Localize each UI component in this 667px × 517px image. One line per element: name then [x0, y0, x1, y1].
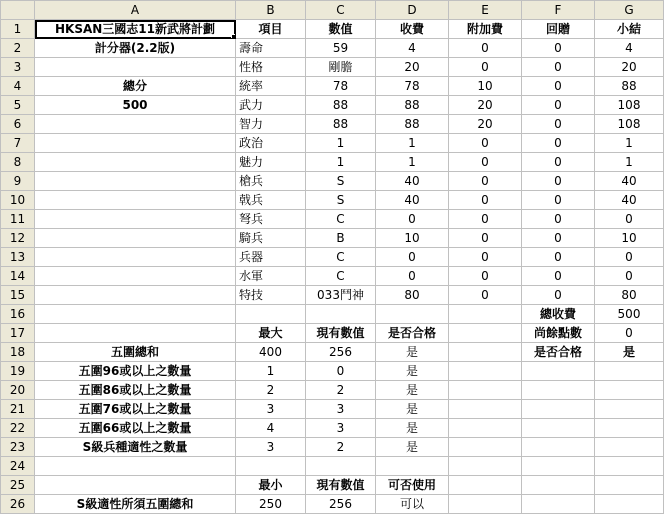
column-header-d[interactable]: D [376, 1, 449, 20]
cell-d25[interactable]: 可否使用 [376, 476, 449, 495]
sheet-row [1, 419, 664, 438]
cell-c13[interactable]: C [306, 248, 376, 267]
row-header[interactable]: 21 [1, 400, 35, 419]
cell-a12[interactable] [35, 229, 236, 248]
cell-f15[interactable]: 0 [522, 286, 595, 305]
cell-a6[interactable] [35, 115, 236, 134]
cell-f5[interactable]: 0 [522, 96, 595, 115]
cell-e11[interactable]: 0 [449, 210, 522, 229]
sheet-row [1, 286, 664, 305]
cell-e24[interactable] [449, 457, 522, 476]
cell-b4[interactable]: 統率 [236, 77, 306, 96]
cell-e25[interactable] [449, 476, 522, 495]
cell-c6[interactable]: 88 [306, 115, 376, 134]
cell-c17[interactable]: 現有數值 [306, 324, 376, 343]
cell-a23[interactable]: S級兵種適性之數量 [35, 438, 236, 457]
sheet-row [1, 495, 664, 514]
cell-d4[interactable]: 78 [376, 77, 449, 96]
cell-g22[interactable] [595, 419, 664, 438]
cell-d14[interactable]: 0 [376, 267, 449, 286]
cell-f11[interactable]: 0 [522, 210, 595, 229]
cell-e19[interactable] [449, 362, 522, 381]
cell-b1[interactable]: 項目 [236, 20, 306, 39]
sheet-row [1, 191, 664, 210]
sheet-row [1, 210, 664, 229]
cell-f21[interactable] [522, 400, 595, 419]
row-header[interactable]: 12 [1, 229, 35, 248]
cell-c5[interactable]: 88 [306, 96, 376, 115]
sheet-row [1, 153, 664, 172]
row-header[interactable]: 8 [1, 153, 35, 172]
row-header[interactable]: 18 [1, 343, 35, 362]
column-header-b[interactable]: B [236, 1, 306, 20]
cell-a5[interactable]: 500 [35, 96, 236, 115]
sheet-row [1, 381, 664, 400]
row-header[interactable]: 5 [1, 96, 35, 115]
cell-d16[interactable] [376, 305, 449, 324]
cell-a20[interactable]: 五圍86或以上之數量 [35, 381, 236, 400]
cell-g18[interactable]: 是 [595, 343, 664, 362]
row-header[interactable]: 17 [1, 324, 35, 343]
row-header[interactable]: 1 [1, 20, 35, 39]
cell-b19[interactable]: 1 [236, 362, 306, 381]
cell-d2[interactable]: 4 [376, 39, 449, 58]
cell-c25[interactable]: 現有數值 [306, 476, 376, 495]
cell-g6[interactable]: 108 [595, 115, 664, 134]
row-header[interactable]: 20 [1, 381, 35, 400]
cell-d1[interactable]: 收費 [376, 20, 449, 39]
sheet-row [1, 324, 664, 343]
cell-g8[interactable]: 1 [595, 153, 664, 172]
cell-g23[interactable] [595, 438, 664, 457]
cell-e16[interactable] [449, 305, 522, 324]
cell-a15[interactable] [35, 286, 236, 305]
cell-f25[interactable] [522, 476, 595, 495]
cell-e22[interactable] [449, 419, 522, 438]
row-header[interactable]: 26 [1, 495, 35, 514]
cell-a18[interactable]: 五圍總和 [35, 343, 236, 362]
sheet-row [1, 115, 664, 134]
cell-a17[interactable] [35, 324, 236, 343]
cell-a22[interactable]: 五圍66或以上之數量 [35, 419, 236, 438]
cell-c21[interactable]: 3 [306, 400, 376, 419]
sheet-row [1, 476, 664, 495]
cell-f6[interactable]: 0 [522, 115, 595, 134]
cell-g15[interactable]: 80 [595, 286, 664, 305]
cell-c24[interactable] [306, 457, 376, 476]
cell-a13[interactable] [35, 248, 236, 267]
row-header[interactable]: 25 [1, 476, 35, 495]
sheet-row [1, 134, 664, 153]
cell-c20[interactable]: 2 [306, 381, 376, 400]
cell-g1[interactable]: 小結 [595, 20, 664, 39]
cell-d12[interactable]: 10 [376, 229, 449, 248]
cell-b26[interactable]: 250 [236, 495, 306, 514]
cell-b5[interactable]: 武力 [236, 96, 306, 115]
cell-f4[interactable]: 0 [522, 77, 595, 96]
sheet-row [1, 305, 664, 324]
row-header[interactable]: 14 [1, 267, 35, 286]
cell-a8[interactable] [35, 153, 236, 172]
cell-a14[interactable] [35, 267, 236, 286]
cell-e12[interactable]: 0 [449, 229, 522, 248]
cell-g10[interactable]: 40 [595, 191, 664, 210]
sheet-row [1, 96, 664, 115]
cell-b2[interactable]: 壽命 [236, 39, 306, 58]
cell-e1[interactable]: 附加費 [449, 20, 522, 39]
cell-c14[interactable]: C [306, 267, 376, 286]
cell-c10[interactable]: S [306, 191, 376, 210]
sheet-row [1, 400, 664, 419]
cell-g20[interactable] [595, 381, 664, 400]
cell-b25[interactable]: 最小 [236, 476, 306, 495]
cell-d15[interactable]: 80 [376, 286, 449, 305]
cell-g5[interactable]: 108 [595, 96, 664, 115]
cell-c9[interactable]: S [306, 172, 376, 191]
cell-f7[interactable]: 0 [522, 134, 595, 153]
cell-b13[interactable]: 兵器 [236, 248, 306, 267]
cell-e14[interactable]: 0 [449, 267, 522, 286]
cell-e17[interactable] [449, 324, 522, 343]
cell-d19[interactable]: 是 [376, 362, 449, 381]
cell-c19[interactable]: 0 [306, 362, 376, 381]
cell-d5[interactable]: 88 [376, 96, 449, 115]
cell-d23[interactable]: 是 [376, 438, 449, 457]
cell-a26[interactable]: S級適性所須五圍總和 [35, 495, 236, 514]
sheet-row [1, 229, 664, 248]
cell-a2[interactable]: 計分器(2.2版) [35, 39, 236, 58]
cell-b10[interactable]: 戟兵 [236, 191, 306, 210]
cell-c12[interactable]: B [306, 229, 376, 248]
cell-e26[interactable] [449, 495, 522, 514]
cell-d7[interactable]: 1 [376, 134, 449, 153]
cell-c23[interactable]: 2 [306, 438, 376, 457]
cell-f14[interactable]: 0 [522, 267, 595, 286]
cell-e9[interactable]: 0 [449, 172, 522, 191]
cell-g13[interactable]: 0 [595, 248, 664, 267]
cell-c2[interactable]: 59 [306, 39, 376, 58]
cell-e20[interactable] [449, 381, 522, 400]
cell-c22[interactable]: 3 [306, 419, 376, 438]
cell-e8[interactable]: 0 [449, 153, 522, 172]
cell-c7[interactable]: 1 [306, 134, 376, 153]
cell-a19[interactable]: 五圍96或以上之數量 [35, 362, 236, 381]
row-header[interactable]: 13 [1, 248, 35, 267]
row-header[interactable]: 15 [1, 286, 35, 305]
cell-b12[interactable]: 騎兵 [236, 229, 306, 248]
cell-b17[interactable]: 最大 [236, 324, 306, 343]
cell-a10[interactable] [35, 191, 236, 210]
cell-g12[interactable]: 10 [595, 229, 664, 248]
cell-b24[interactable] [236, 457, 306, 476]
cell-g25[interactable] [595, 476, 664, 495]
column-header-f[interactable]: F [522, 1, 595, 20]
row-header[interactable]: 3 [1, 58, 35, 77]
row-header[interactable]: 2 [1, 39, 35, 58]
cell-f10[interactable]: 0 [522, 191, 595, 210]
cell-e5[interactable]: 20 [449, 96, 522, 115]
cell-g4[interactable]: 88 [595, 77, 664, 96]
cell-d8[interactable]: 1 [376, 153, 449, 172]
cell-e7[interactable]: 0 [449, 134, 522, 153]
cell-e21[interactable] [449, 400, 522, 419]
cell-g3[interactable]: 20 [595, 58, 664, 77]
cell-e23[interactable] [449, 438, 522, 457]
cell-a9[interactable] [35, 172, 236, 191]
cell-e3[interactable]: 0 [449, 58, 522, 77]
row-header[interactable]: 24 [1, 457, 35, 476]
cell-g19[interactable] [595, 362, 664, 381]
cell-b23[interactable]: 3 [236, 438, 306, 457]
cell-a21[interactable]: 五圍76或以上之數量 [35, 400, 236, 419]
cell-a24[interactable] [35, 457, 236, 476]
select-all-corner[interactable] [1, 1, 35, 20]
cell-d21[interactable]: 是 [376, 400, 449, 419]
sheet-row [1, 362, 664, 381]
cell-b9[interactable]: 槍兵 [236, 172, 306, 191]
row-header[interactable]: 19 [1, 362, 35, 381]
column-header-a[interactable]: A [35, 1, 236, 20]
column-header-c[interactable]: C [306, 1, 376, 20]
sheet-row [1, 172, 664, 191]
cell-b20[interactable]: 2 [236, 381, 306, 400]
sheet-row [1, 39, 664, 58]
row-header[interactable]: 9 [1, 172, 35, 191]
row-header[interactable]: 11 [1, 210, 35, 229]
cell-g11[interactable]: 0 [595, 210, 664, 229]
cell-f19[interactable] [522, 362, 595, 381]
cell-e6[interactable]: 20 [449, 115, 522, 134]
cell-d10[interactable]: 40 [376, 191, 449, 210]
row-header[interactable]: 6 [1, 115, 35, 134]
cell-g16[interactable]: 500 [595, 305, 664, 324]
cell-d9[interactable]: 40 [376, 172, 449, 191]
sheet-row [1, 248, 664, 267]
column-header-g[interactable]: G [595, 1, 664, 20]
cell-c11[interactable]: C [306, 210, 376, 229]
sheet-row [1, 343, 664, 362]
cell-e18[interactable] [449, 343, 522, 362]
cell-c18[interactable]: 256 [306, 343, 376, 362]
cell-d13[interactable]: 0 [376, 248, 449, 267]
sheet-row [1, 267, 664, 286]
cell-f26[interactable] [522, 495, 595, 514]
cell-f12[interactable]: 0 [522, 229, 595, 248]
cell-a25[interactable] [35, 476, 236, 495]
cell-e15[interactable]: 0 [449, 286, 522, 305]
cell-f1[interactable]: 回贈 [522, 20, 595, 39]
cell-b14[interactable]: 水軍 [236, 267, 306, 286]
cell-a4[interactable]: 總分 [35, 77, 236, 96]
cell-a1[interactable]: HKSAN三國志11新武將計劃 [35, 20, 236, 39]
cell-d24[interactable] [376, 457, 449, 476]
sheet-row [1, 20, 664, 39]
cell-b18[interactable]: 400 [236, 343, 306, 362]
sheet-row [1, 457, 664, 476]
cell-g2[interactable]: 4 [595, 39, 664, 58]
cell-b21[interactable]: 3 [236, 400, 306, 419]
cell-f18[interactable]: 是否合格 [522, 343, 595, 362]
cell-f22[interactable] [522, 419, 595, 438]
row-header[interactable]: 10 [1, 191, 35, 210]
cell-g7[interactable]: 1 [595, 134, 664, 153]
cell-c16[interactable] [306, 305, 376, 324]
cell-g14[interactable]: 0 [595, 267, 664, 286]
cell-a3[interactable] [35, 58, 236, 77]
cell-a7[interactable] [35, 134, 236, 153]
cell-d26[interactable]: 可以 [376, 495, 449, 514]
cell-b11[interactable]: 弩兵 [236, 210, 306, 229]
cell-c4[interactable]: 78 [306, 77, 376, 96]
cell-c1[interactable]: 數值 [306, 20, 376, 39]
column-header-e[interactable]: E [449, 1, 522, 20]
cell-g24[interactable] [595, 457, 664, 476]
cell-b7[interactable]: 政治 [236, 134, 306, 153]
sheet-row [1, 438, 664, 457]
row-header[interactable]: 16 [1, 305, 35, 324]
cell-b16[interactable] [236, 305, 306, 324]
cell-g17[interactable]: 0 [595, 324, 664, 343]
cell-f16[interactable]: 總收費 [522, 305, 595, 324]
cell-f17[interactable]: 尚餘點數 [522, 324, 595, 343]
cell-g9[interactable]: 40 [595, 172, 664, 191]
cell-f24[interactable] [522, 457, 595, 476]
cell-c8[interactable]: 1 [306, 153, 376, 172]
cell-c15[interactable]: 033鬥神 [306, 286, 376, 305]
cell-b15[interactable]: 特技 [236, 286, 306, 305]
cell-f23[interactable] [522, 438, 595, 457]
cell-f9[interactable]: 0 [522, 172, 595, 191]
cell-e10[interactable]: 0 [449, 191, 522, 210]
cell-d11[interactable]: 0 [376, 210, 449, 229]
row-header[interactable]: 23 [1, 438, 35, 457]
column-header-row [1, 1, 664, 20]
cell-e13[interactable]: 0 [449, 248, 522, 267]
cell-f3[interactable]: 0 [522, 58, 595, 77]
row-header[interactable]: 4 [1, 77, 35, 96]
cell-g21[interactable] [595, 400, 664, 419]
cell-f2[interactable]: 0 [522, 39, 595, 58]
cell-d20[interactable]: 是 [376, 381, 449, 400]
cell-f8[interactable]: 0 [522, 153, 595, 172]
cell-a16[interactable] [35, 305, 236, 324]
cell-d18[interactable]: 是 [376, 343, 449, 362]
cell-b6[interactable]: 智力 [236, 115, 306, 134]
cell-f20[interactable] [522, 381, 595, 400]
cell-c26[interactable]: 256 [306, 495, 376, 514]
cell-f13[interactable]: 0 [522, 248, 595, 267]
cell-b8[interactable]: 魅力 [236, 153, 306, 172]
cell-b22[interactable]: 4 [236, 419, 306, 438]
cell-d22[interactable]: 是 [376, 419, 449, 438]
cell-d3[interactable]: 20 [376, 58, 449, 77]
sheet-row [1, 58, 664, 77]
cell-g26[interactable] [595, 495, 664, 514]
cell-d6[interactable]: 88 [376, 115, 449, 134]
cell-a11[interactable] [35, 210, 236, 229]
row-header[interactable]: 7 [1, 134, 35, 153]
sheet-row [1, 77, 664, 96]
cell-b3[interactable]: 性格 [236, 58, 306, 77]
row-header[interactable]: 22 [1, 419, 35, 438]
cell-e2[interactable]: 0 [449, 39, 522, 58]
cell-d17[interactable]: 是否合格 [376, 324, 449, 343]
cell-c3[interactable]: 剛膽 [306, 58, 376, 77]
cell-e4[interactable]: 10 [449, 77, 522, 96]
